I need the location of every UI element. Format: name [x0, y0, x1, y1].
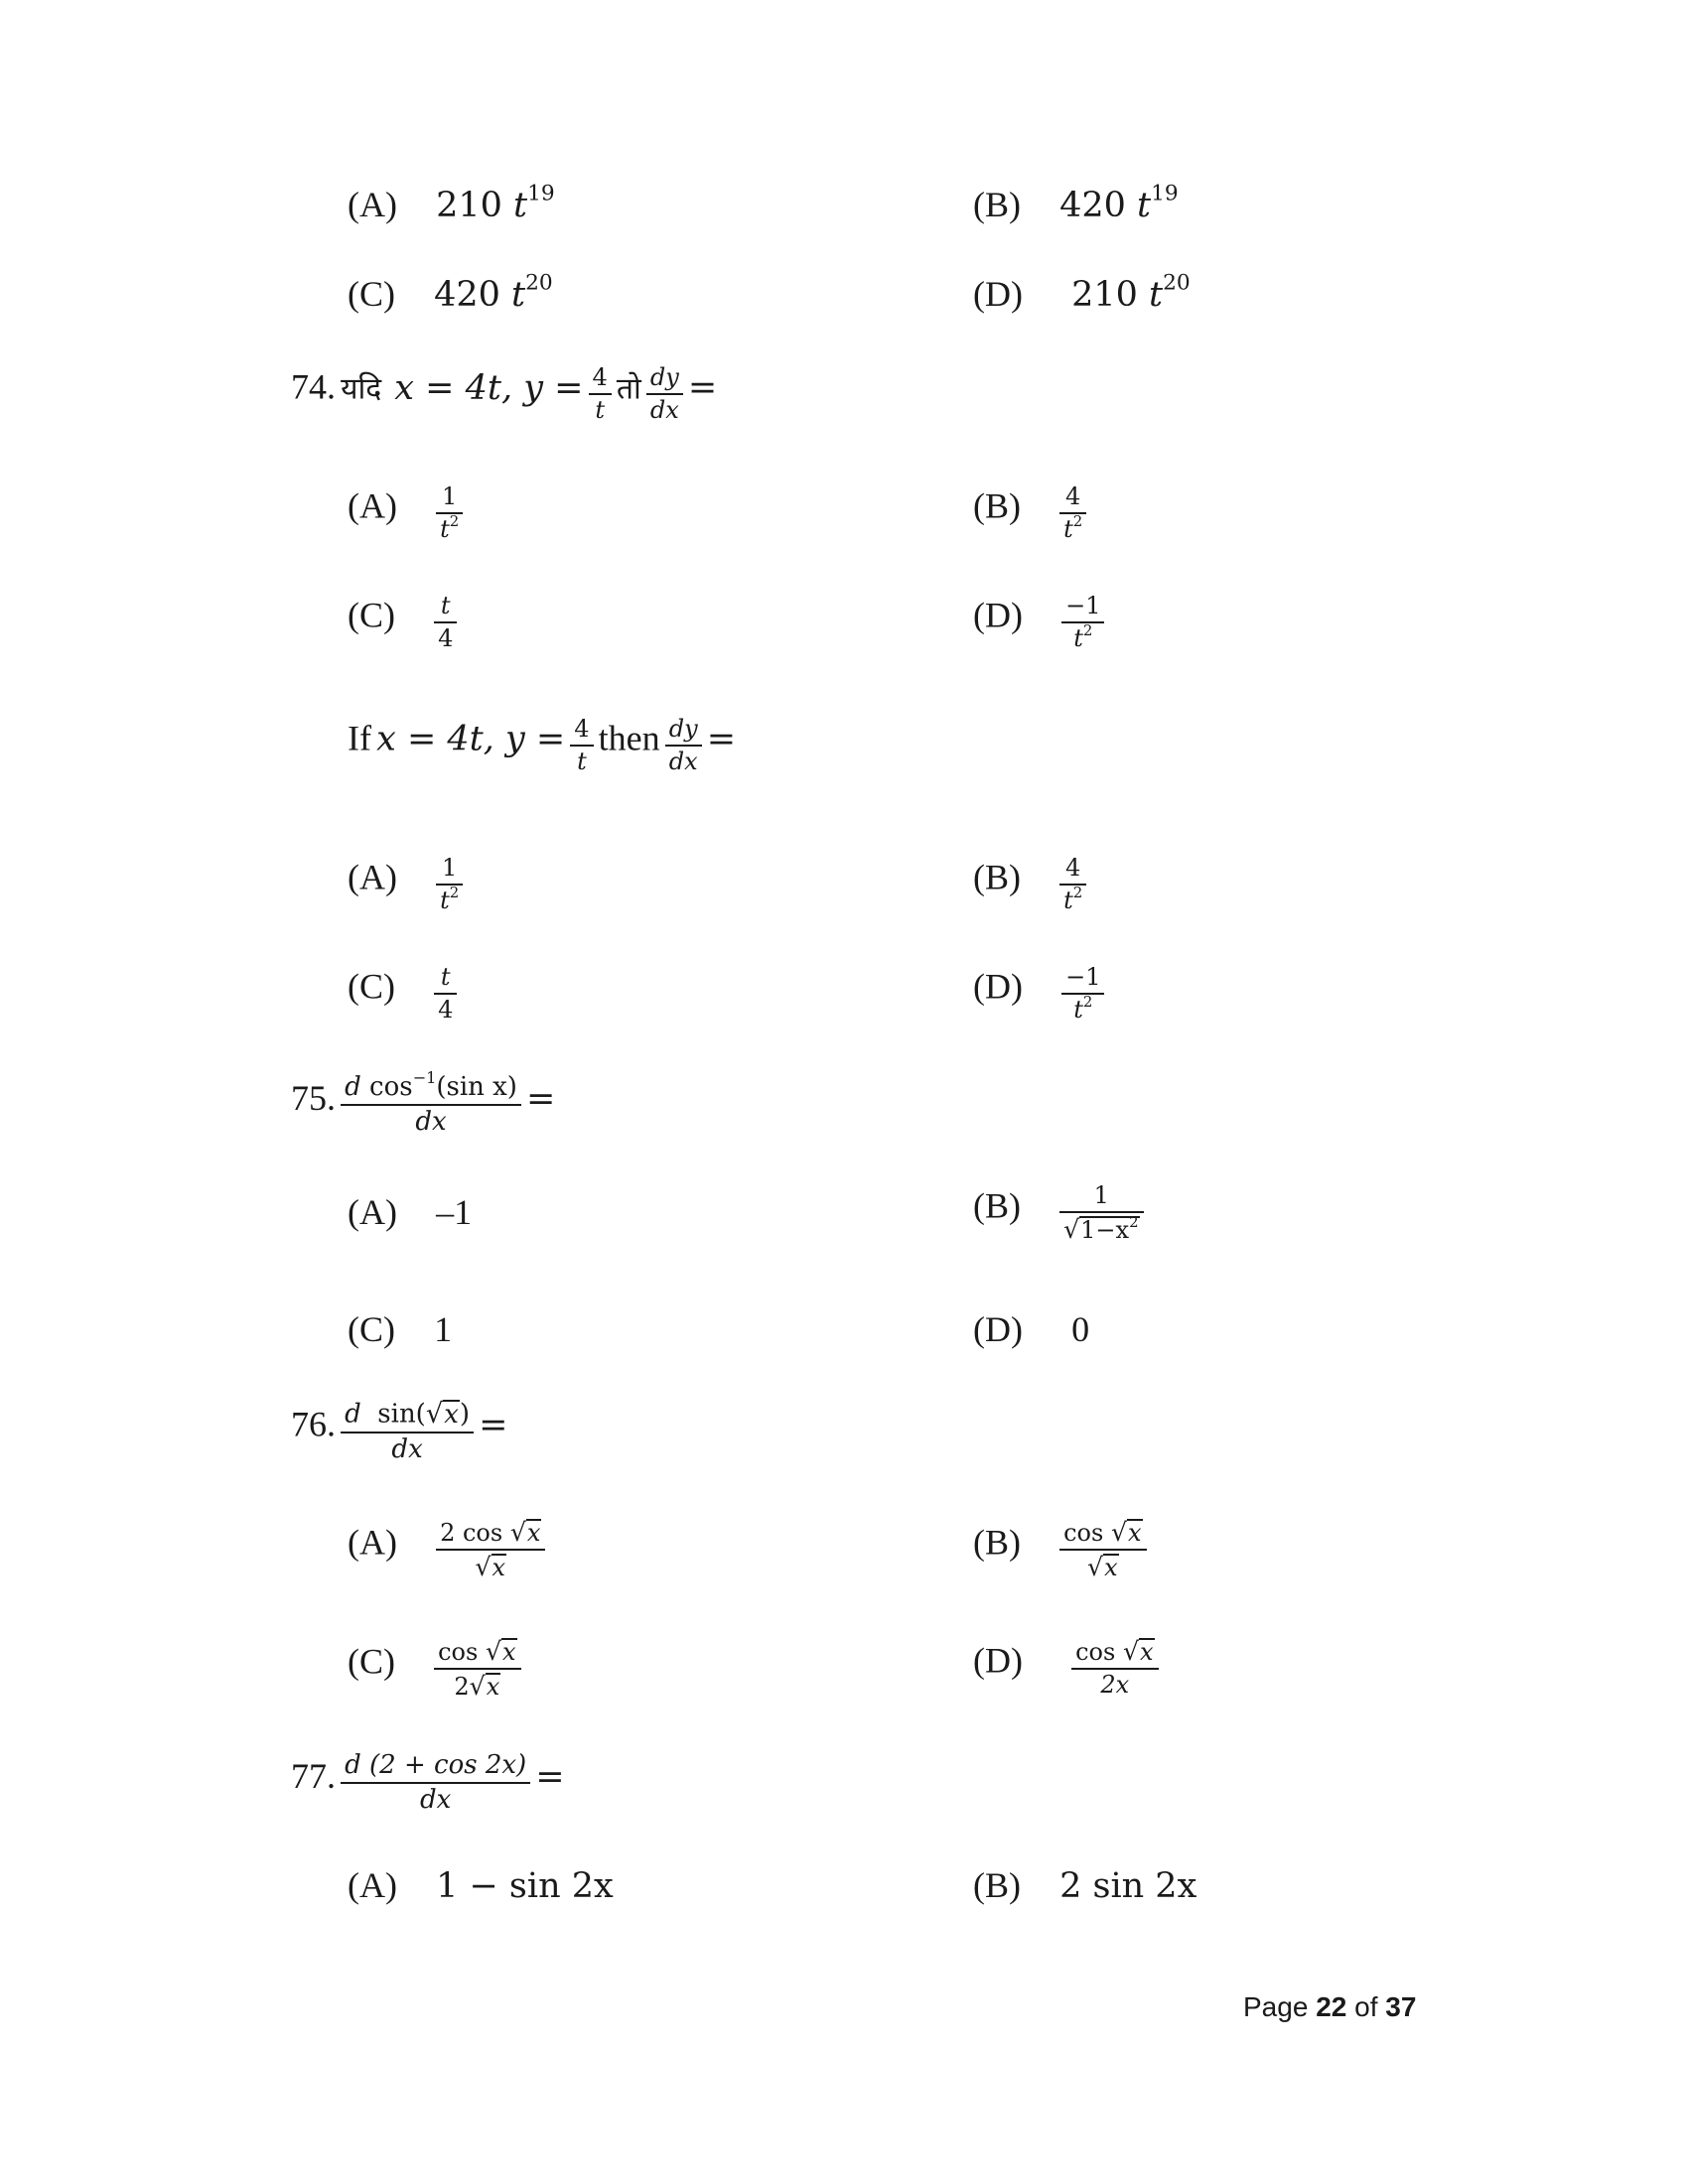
x-expression: x = 4t, y = [394, 367, 584, 408]
y-fraction: $\frac{4}{t}$ [589, 365, 612, 423]
english-if: If [348, 718, 371, 758]
q74-en-option-c [348, 965, 457, 1023]
option-label: (C) [348, 595, 395, 635]
q75-stem [291, 1067, 556, 1138]
option-fraction: $\frac{-1}{t^2}$ [1061, 594, 1104, 651]
question-number: 75. [291, 1077, 336, 1118]
option-label: (C) [348, 274, 395, 314]
current-page: 22 [1316, 1991, 1347, 2022]
q76-option-c [348, 1638, 521, 1700]
option-label: (A) [348, 857, 397, 897]
option-label: (A) [348, 1192, 397, 1232]
option-coefficient: 210 [1071, 275, 1138, 315]
option-label: (B) [973, 1522, 1021, 1563]
q74-en-option-b [973, 856, 1086, 913]
q74-hindi-stem [291, 365, 717, 423]
dy-dx-fraction: $\frac{dy}{dx}$ [665, 717, 702, 774]
y-fraction: $\frac{4}{t}$ [570, 717, 593, 774]
q74-option-a [348, 484, 463, 542]
option-fraction: $\frac{1}{t^2}$ [436, 856, 463, 913]
option-coefficient: 420 [434, 275, 500, 315]
q74-option-b [973, 484, 1086, 542]
option-label: (D) [973, 1309, 1023, 1349]
option-variable: t [511, 275, 526, 315]
option-label: (C) [348, 1309, 395, 1349]
question-number: 74. [291, 366, 336, 407]
option-label: (C) [348, 1641, 395, 1682]
option-fraction: $\frac{t}{4}$ [434, 594, 457, 651]
page-footer [1243, 1991, 1416, 2023]
q76-stem [291, 1400, 507, 1463]
option-fraction: $\frac{t}{4}$ [434, 965, 457, 1023]
q74-en-option-a [348, 856, 463, 913]
option-label: (D) [973, 966, 1023, 1007]
option-fraction: $\frac{4}{t^2}$ [1059, 856, 1086, 913]
derivative-fraction: $\frac{d \cos^{-1}(\sin x)}{dx}$ [341, 1074, 521, 1137]
option-label: (D) [973, 274, 1023, 314]
q74-option-d [973, 594, 1104, 651]
total-pages: 37 [1385, 1991, 1417, 2022]
q76-option-b [973, 1519, 1147, 1580]
option-exponent: 19 [1151, 181, 1179, 206]
option-label: (B) [973, 185, 1021, 224]
option-fraction: 2 cos √ x √ x [436, 1519, 545, 1580]
option-variable: t [1137, 186, 1152, 225]
option-label: (A) [348, 185, 397, 224]
option-value: 1 − sin 2x [436, 1866, 614, 1906]
option-variable: t [1149, 275, 1164, 315]
option-exponent: 20 [525, 270, 553, 296]
option-label: (D) [973, 595, 1023, 635]
hindi-then: तो [616, 371, 641, 407]
option-value: 0 [1071, 1309, 1090, 1349]
option-fraction: $\frac{-1}{t^2}$ [1061, 965, 1104, 1023]
q74-english-stem [348, 717, 736, 774]
q74-option-c [348, 594, 457, 651]
q74-en-option-d [973, 965, 1104, 1023]
q77-option-b [973, 1864, 1196, 1906]
x-expression: x = 4t, y = [376, 719, 566, 759]
derivative-fraction: $\frac{d (2 + \cos 2x)}{dx}$ [341, 1752, 530, 1815]
option-label: (C) [348, 966, 395, 1007]
q75-option-b [973, 1183, 1144, 1243]
hindi-if: यदि [341, 371, 382, 407]
option-label: (B) [973, 1185, 1021, 1226]
question-number: 77. [291, 1755, 336, 1796]
option-label: (B) [973, 1865, 1021, 1905]
option-label: (D) [973, 1640, 1023, 1681]
sqrt: √ $1-x^2$ [1063, 1213, 1139, 1245]
option-variable: t [513, 186, 528, 225]
q73-option-d [973, 270, 1191, 315]
question-number: 76. [291, 1404, 336, 1444]
q73-option-c [348, 270, 553, 315]
english-then: then [598, 718, 660, 758]
equals-sign: = [687, 367, 718, 408]
footer-of: of [1354, 1991, 1378, 2022]
q75-option-c [348, 1308, 452, 1350]
option-coefficient: 210 [436, 186, 502, 225]
q77-stem [291, 1752, 565, 1815]
option-label: (B) [973, 857, 1021, 897]
footer-prefix: Page [1243, 1991, 1309, 2022]
equals-sign: = [706, 719, 737, 759]
derivative-fraction: d sin( √ x ) dx [341, 1400, 474, 1463]
dy-dx-fraction: $\frac{dy}{dx}$ [646, 365, 683, 423]
equals-sign: = [526, 1078, 556, 1119]
option-fraction: cos √ x 2x [1071, 1638, 1158, 1698]
q73-option-b [973, 181, 1179, 225]
option-exponent: 20 [1163, 270, 1191, 296]
option-fraction: cos √ x √ x [1059, 1519, 1146, 1580]
q76-option-a [348, 1519, 545, 1580]
option-value: –1 [436, 1192, 473, 1232]
q76-option-d [973, 1638, 1159, 1698]
equals-sign: = [479, 1405, 508, 1445]
option-label: (B) [973, 485, 1021, 526]
equals-sign: = [535, 1756, 565, 1797]
option-label: (A) [348, 1522, 397, 1563]
q75-option-d [973, 1308, 1089, 1350]
option-value: 1 [434, 1309, 453, 1349]
option-value: 2 sin 2x [1059, 1866, 1197, 1906]
sqrt: √ x [425, 1398, 459, 1430]
option-label: (A) [348, 1865, 397, 1905]
q75-option-a [348, 1191, 472, 1233]
q73-option-a [348, 181, 555, 225]
option-fraction: cos √ x 2 √ x [434, 1638, 520, 1700]
option-exponent: 19 [527, 181, 555, 206]
option-fraction: 1 √ $1-x^2$ [1059, 1183, 1143, 1243]
option-fraction: $\frac{4}{t^2}$ [1059, 484, 1086, 542]
option-fraction: $\frac{1}{t^2}$ [436, 484, 463, 542]
option-label: (A) [348, 485, 397, 526]
option-coefficient: 420 [1059, 186, 1126, 225]
q77-option-a [348, 1864, 614, 1906]
